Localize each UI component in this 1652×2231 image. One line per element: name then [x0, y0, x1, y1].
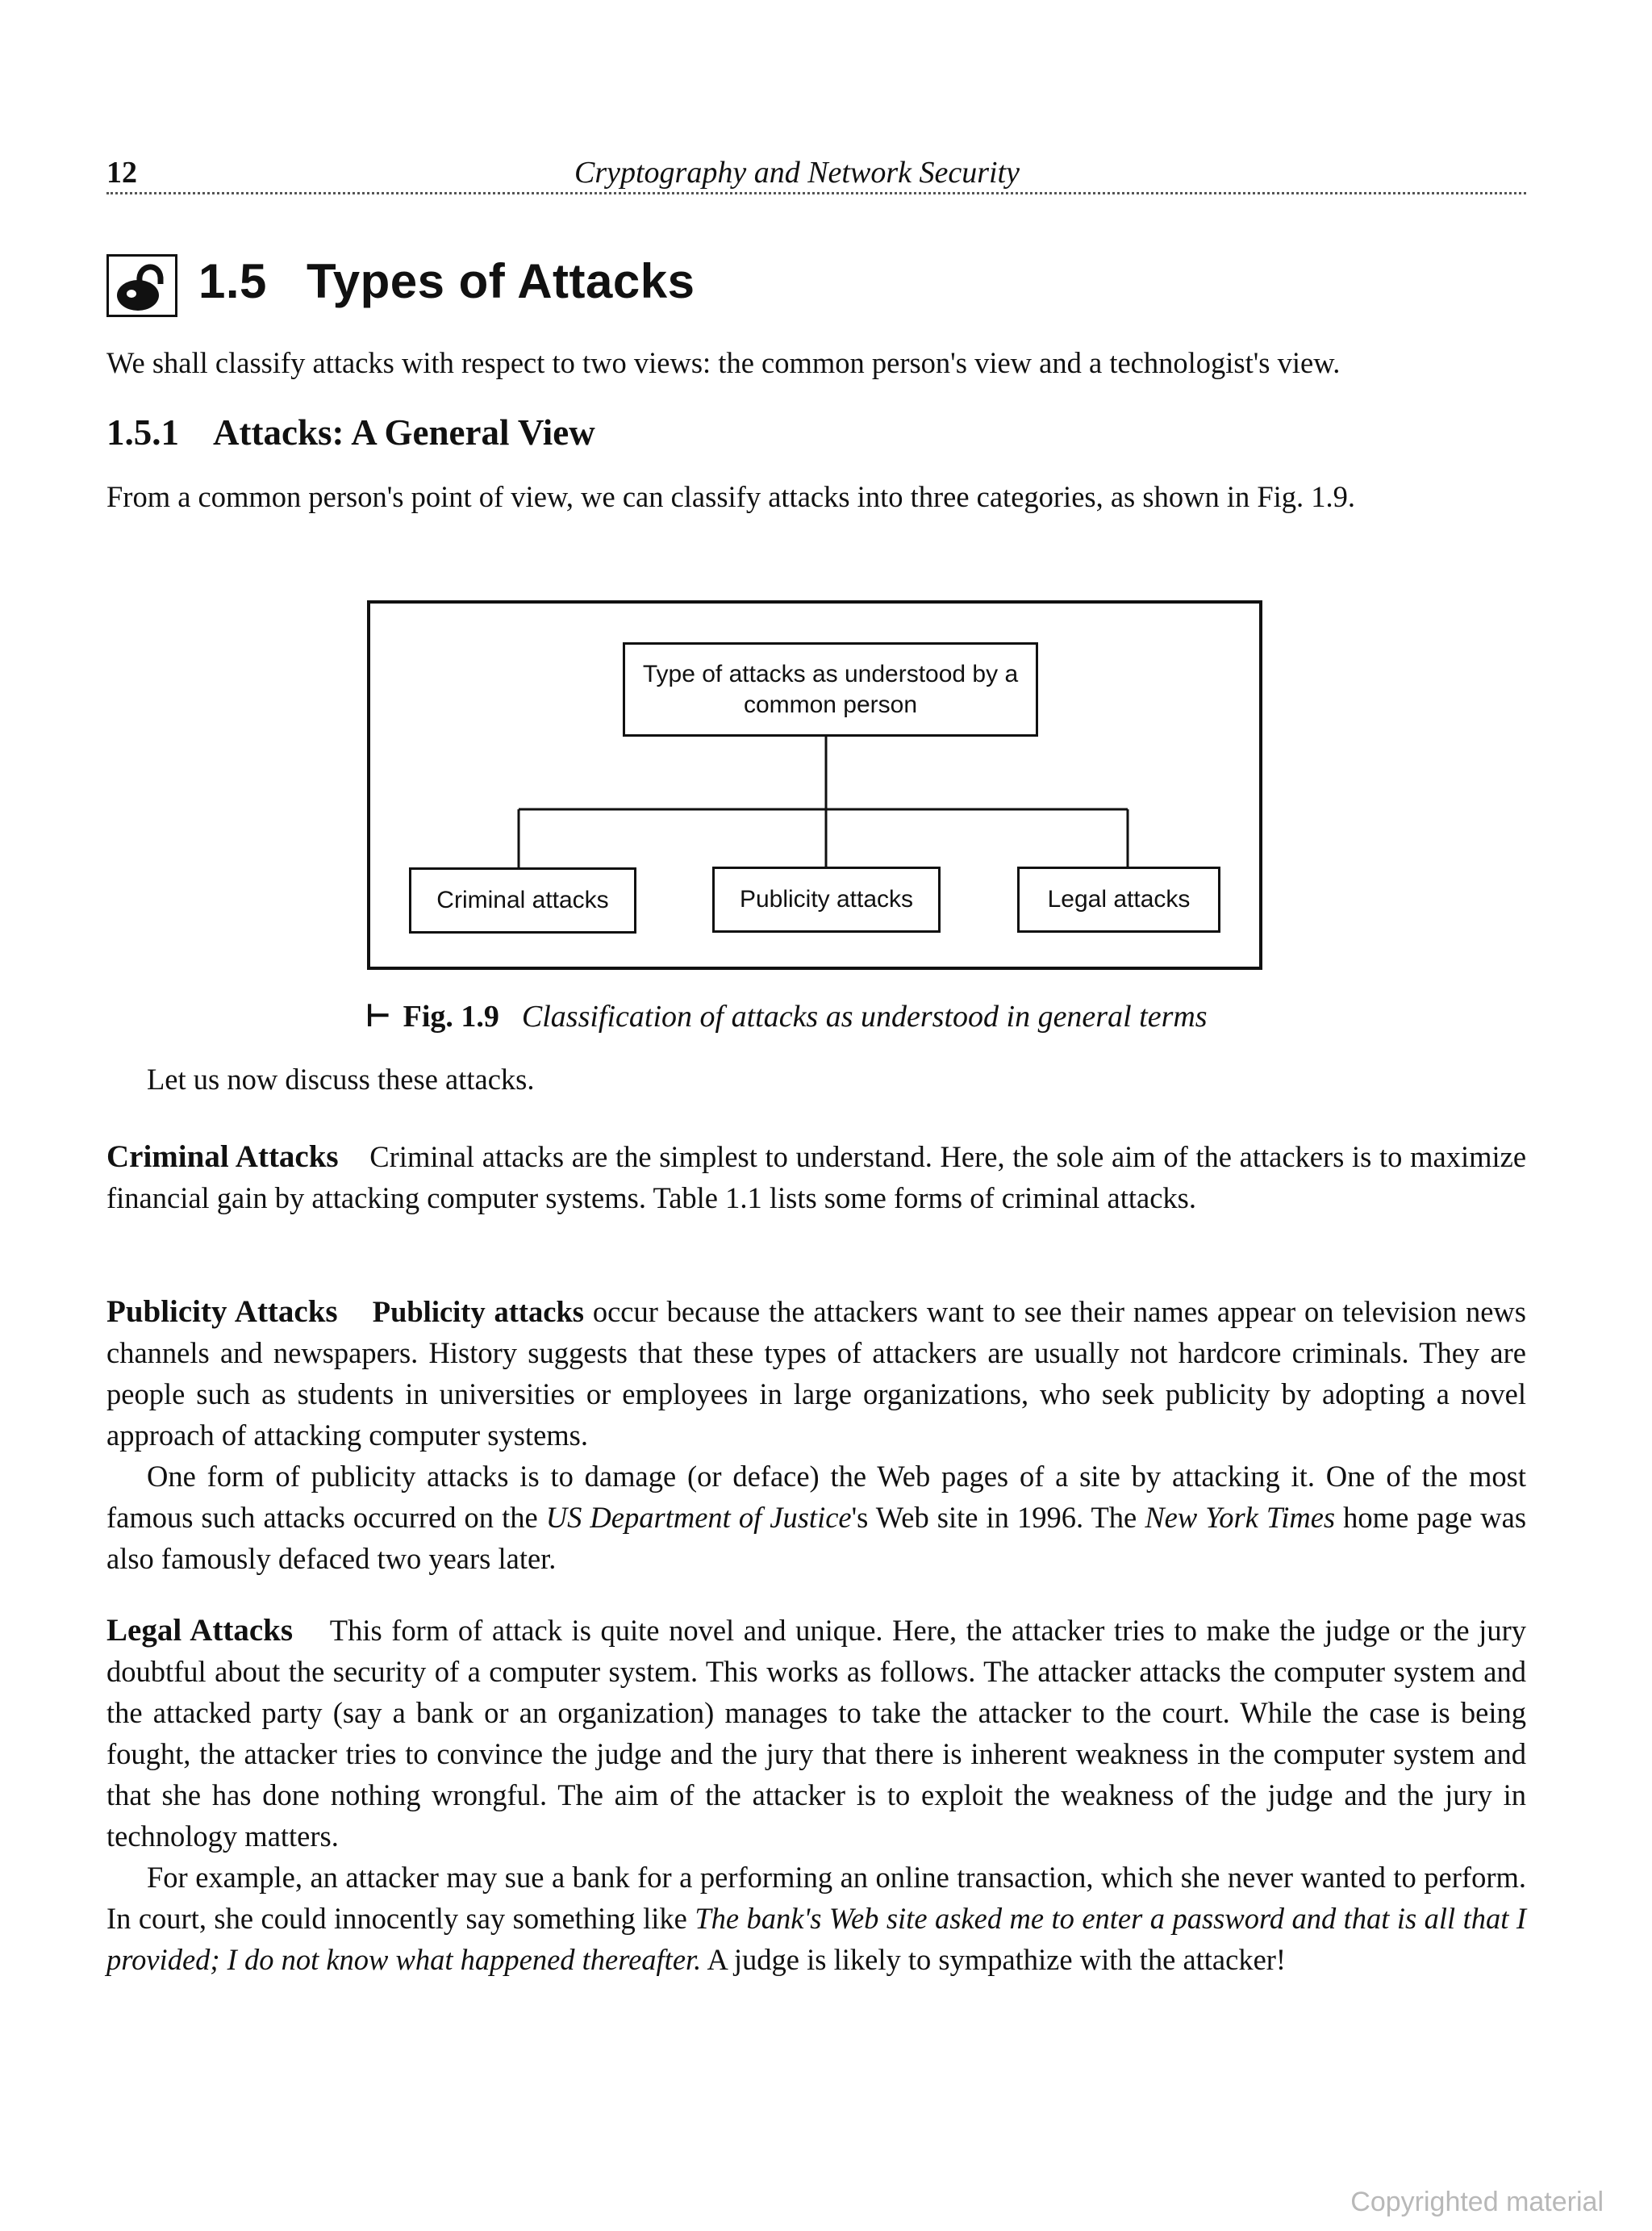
section-intro: [106, 342, 1526, 383]
lead-in: [106, 1059, 1526, 1100]
copyright-watermark: Copyrighted material: [1350, 2187, 1604, 2217]
figure-1-9: [367, 600, 1262, 970]
legal-p2-a: For example, an attacker may sue a bank for a performing an online transaction, which she never wanted to perform. In court, she could innocently say something like: [106, 1861, 1526, 1935]
subsection-number: 1.5.1: [106, 412, 179, 453]
subsection-title: Attacks: A General View: [213, 412, 595, 453]
figure-caption: [365, 997, 1208, 1034]
legal-p2-b: A judge is likely to sympathize with the attacker!: [707, 1943, 1287, 1976]
criminal-attacks-paragraph: [106, 1136, 1526, 1218]
section-intro-text: We shall classify attacks with respect to two views: the common person's view and a technologist's view.: [106, 346, 1341, 379]
publicity-attacks-heading: Publicity Attacks: [106, 1294, 338, 1329]
caption-marker-icon: ⊢: [365, 1000, 392, 1034]
header-rule: [106, 192, 1526, 194]
caption-text: Classification of attacks as understood in general terms: [521, 1000, 1208, 1034]
figure-root-node: Type of attacks as understood by a common person: [623, 642, 1038, 737]
legal-p2-italic: The bank's Web site asked me to enter a password and that is all that I provided; I do not know what happened thereafter.: [106, 1902, 1527, 1976]
criminal-attacks-text: Criminal attacks are the simplest to understand. Here, the sole aim of the attackers is to maximize financial gain by attacking computer systems. Table 1.1 lists some forms of criminal attacks.: [106, 1140, 1527, 1214]
publicity-attacks-section: [106, 1291, 1526, 1579]
publicity-p2-c: home page was also famously defaced two years later.: [106, 1501, 1527, 1575]
section-title: Types of Attacks: [307, 254, 695, 308]
legal-attacks-section: [106, 1610, 1526, 1980]
section-number: 1.5: [198, 254, 267, 308]
figure-node-legal: Legal attacks: [1017, 867, 1220, 933]
subsection-heading: [106, 412, 595, 453]
figure-node-publicity: Publicity attacks: [712, 867, 941, 933]
subsection-intro: [106, 476, 1526, 517]
legal-attacks-text: This form of attack is quite novel and unique. Here, the attacker tries to make the judge or the jury doubtful about the security of a computer system. This works as follows. The attacker attacks the computer system and the attacked party (say a bank or an organization) manages to take the attacker to the court. While the case is being fought, the attacker tries to convince the judge and the jury that there is inherent weakness in the computer system and that she has done nothing wrongful. The aim of the attacker is to exploit the weakness of the judge and the jury in technology matters.: [106, 1614, 1526, 1853]
criminal-attacks-heading: Criminal Attacks: [106, 1139, 339, 1174]
legal-attacks-paragraph-2: [106, 1857, 1526, 1980]
lead-in-text: Let us now discuss these attacks.: [147, 1063, 535, 1096]
padlock-icon: [106, 254, 177, 317]
legal-attacks-heading: Legal Attacks: [106, 1613, 294, 1648]
page-number: 12: [106, 156, 137, 190]
subsection-intro-text: From a common person's point of view, we can classify attacks into three categories, as shown in Fig. 1.9.: [106, 480, 1356, 513]
publicity-attacks-lead: Publicity attacks: [372, 1295, 585, 1328]
publicity-p2-a: One form of publicity attacks is to damage (or deface) the Web pages of a site by attacking it. One of the most famous such attacks occurred on the: [106, 1460, 1526, 1534]
publicity-attacks-text: occur because the attackers want to see their names appear on television news channels and newspapers. History suggests that these types of attackers are usually not hardcore criminals. They are people such as students in universities or employees in large organizations, who seek publicity by adopting a novel approach of attacking computer systems.: [106, 1295, 1526, 1452]
section-heading: [198, 253, 695, 309]
figure-node-criminal: Criminal attacks: [409, 867, 636, 934]
publicity-p2-italic-2: New York Times: [1145, 1501, 1336, 1534]
publicity-attacks-paragraph-2: [106, 1456, 1526, 1579]
publicity-p2-b: 's Web site in 1996. The: [851, 1501, 1137, 1534]
running-title: Cryptography and Network Security: [574, 156, 1020, 190]
caption-label: Fig. 1.9: [403, 1000, 499, 1034]
publicity-p2-italic-1: US Department of Justice: [545, 1501, 852, 1534]
